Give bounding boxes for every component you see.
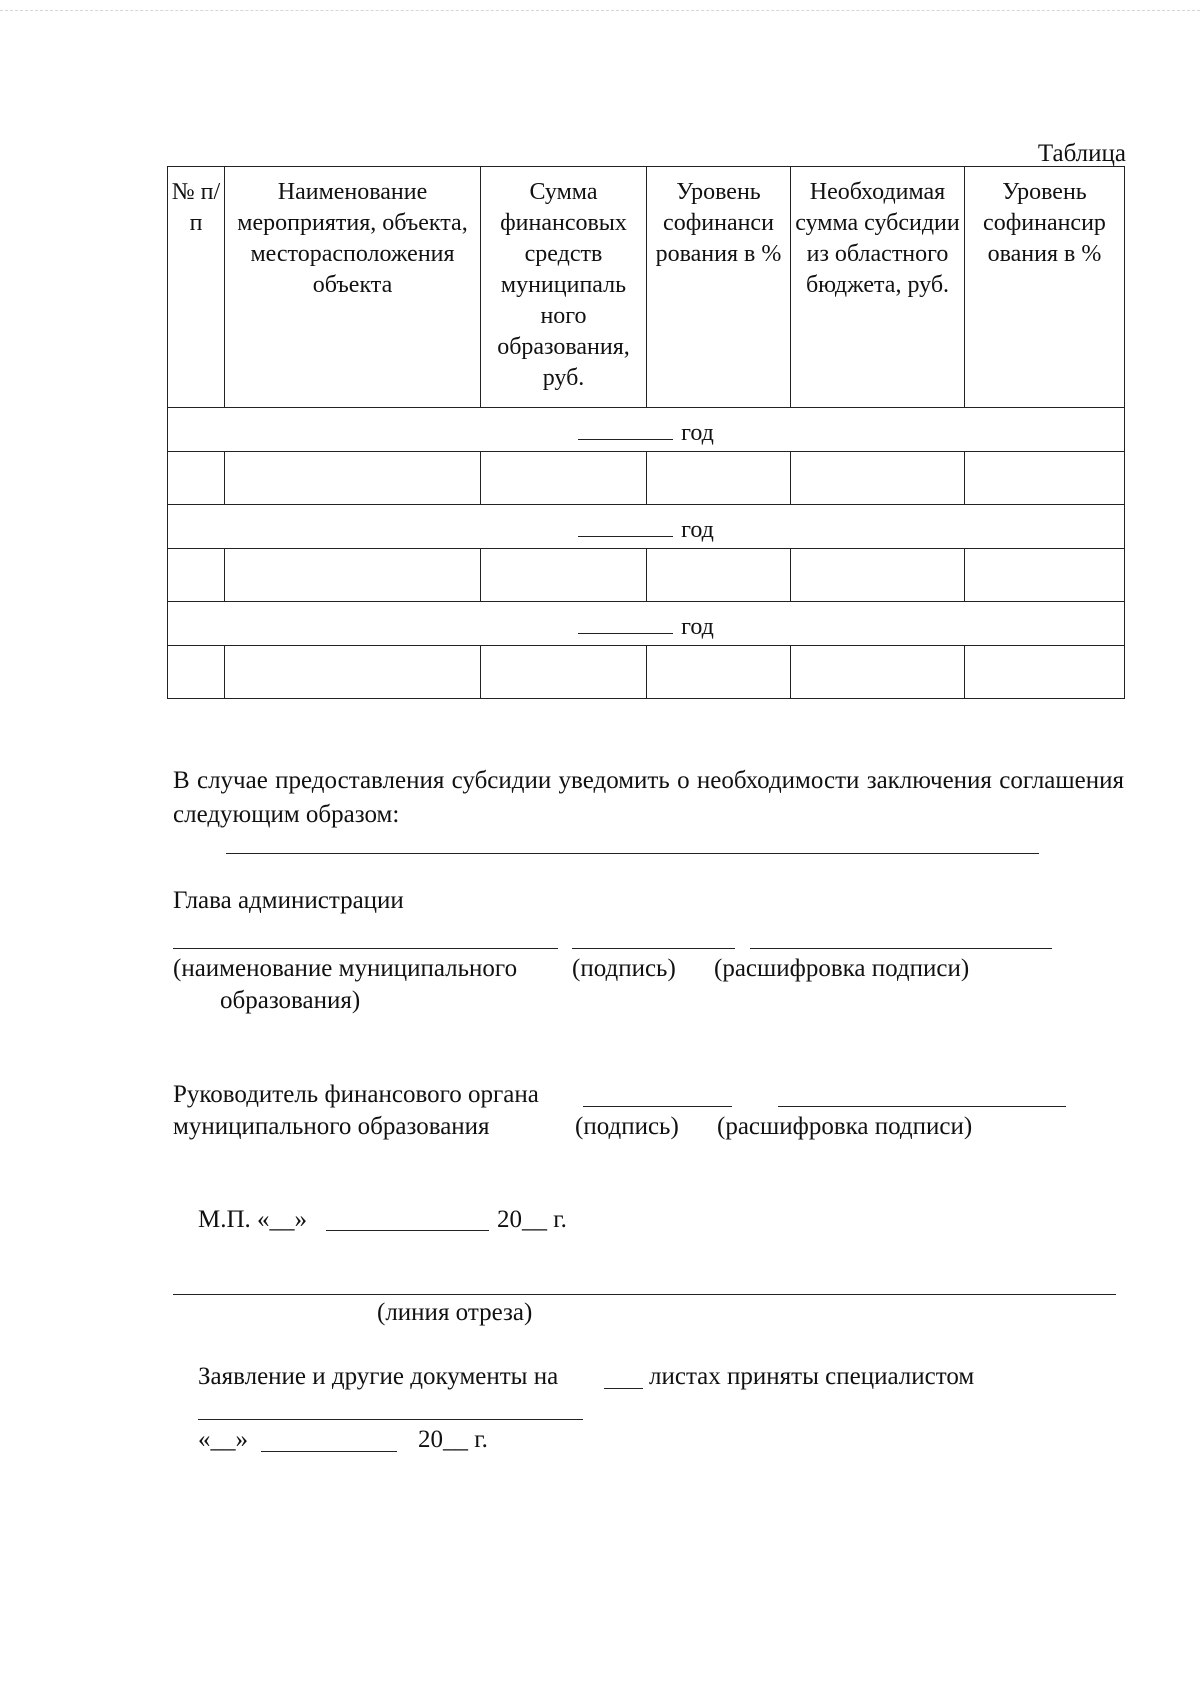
table-cell [225,452,481,505]
year-label: год [681,420,714,446]
finance-head-title-2: муниципального образования [173,1113,490,1140]
table-row [168,549,1125,602]
table-cell [965,549,1125,602]
receipt-text-before: Заявление и другие документы на [198,1363,559,1390]
table-cell [965,646,1125,699]
header-number: № п/п [168,167,225,408]
table-cell [647,646,791,699]
finance-head-hint-decode: (расшифровка подписи) [717,1113,973,1140]
table-cell [168,452,225,505]
table-row [168,452,1125,505]
table-cell [791,452,965,505]
table-cell [481,549,647,602]
header-municipal-sum: Сумма финансовых средств муниципаль ного образования, руб. [481,167,647,408]
table-caption: Таблица [1037,140,1126,167]
table-cell [647,549,791,602]
finance-head-hint-signature: (подпись) [575,1113,679,1140]
head-admin-hint-signature: (подпись) [572,955,676,982]
head-admin-title: Глава администрации [173,887,404,914]
stamp-mp: М.П. «__» [198,1206,308,1233]
table-cell [647,452,791,505]
cut-line-label: (линия отреза) [377,1299,533,1326]
year-row [168,408,1125,452]
table-cell [168,646,225,699]
table-cell [791,646,965,699]
header-cofinancing-level-2: Уровень софинансир ования в % [965,167,1125,408]
scan-artifact-line [0,10,1200,11]
table-cell [481,452,647,505]
subsidy-table [167,166,1125,699]
receipt-text-after: листах приняты специалистом [649,1363,975,1390]
stamp-year: 20__ г. [497,1206,567,1233]
table-cell [965,452,1125,505]
table-row [168,646,1125,699]
year-row [168,505,1125,549]
head-admin-hint-name-2: образования) [220,987,361,1014]
cut-line [173,1294,1116,1295]
year-blank [578,633,673,634]
finance-head-decode-line [778,1106,1066,1107]
head-admin-signature-line [572,948,735,949]
notice-fill-line [226,853,1039,854]
stamp-date-line [326,1230,489,1231]
head-admin-hint-name: (наименование муниципального [173,955,518,982]
year-label: год [681,517,714,543]
notice-paragraph: В случае предоставления субсидии уведомить о необходимости заключения соглашения следующим образом: [173,767,1124,828]
head-admin-decode-line [750,948,1052,949]
header-cofinancing-level: Уровень софинанси рования в % [647,167,791,408]
year-label: год [681,614,714,640]
table-cell [791,549,965,602]
receipt-year: 20__ г. [418,1426,488,1453]
table-cell [168,549,225,602]
receipt-sheets-blank [604,1388,643,1389]
finance-head-signature-line [583,1106,732,1107]
table-cell [225,646,481,699]
finance-head-title: Руководитель финансового органа [173,1081,539,1108]
header-required-subsidy: Необходимая сумма субсидии из областного бюджета, руб. [791,167,965,408]
head-admin-hint-decode: (расшифровка подписи) [714,955,970,982]
table-header-row [168,167,1125,408]
table-cell [481,646,647,699]
year-row [168,602,1125,646]
head-admin-name-line [173,948,558,949]
header-event-name: Наименование мероприятия, объекта, месторасположения объекта [225,167,481,408]
receipt-specialist-line [198,1419,583,1420]
receipt-date-line [261,1451,397,1452]
year-blank [578,536,673,537]
year-blank [578,439,673,440]
table-cell [225,549,481,602]
receipt-date: «__» [198,1426,248,1453]
